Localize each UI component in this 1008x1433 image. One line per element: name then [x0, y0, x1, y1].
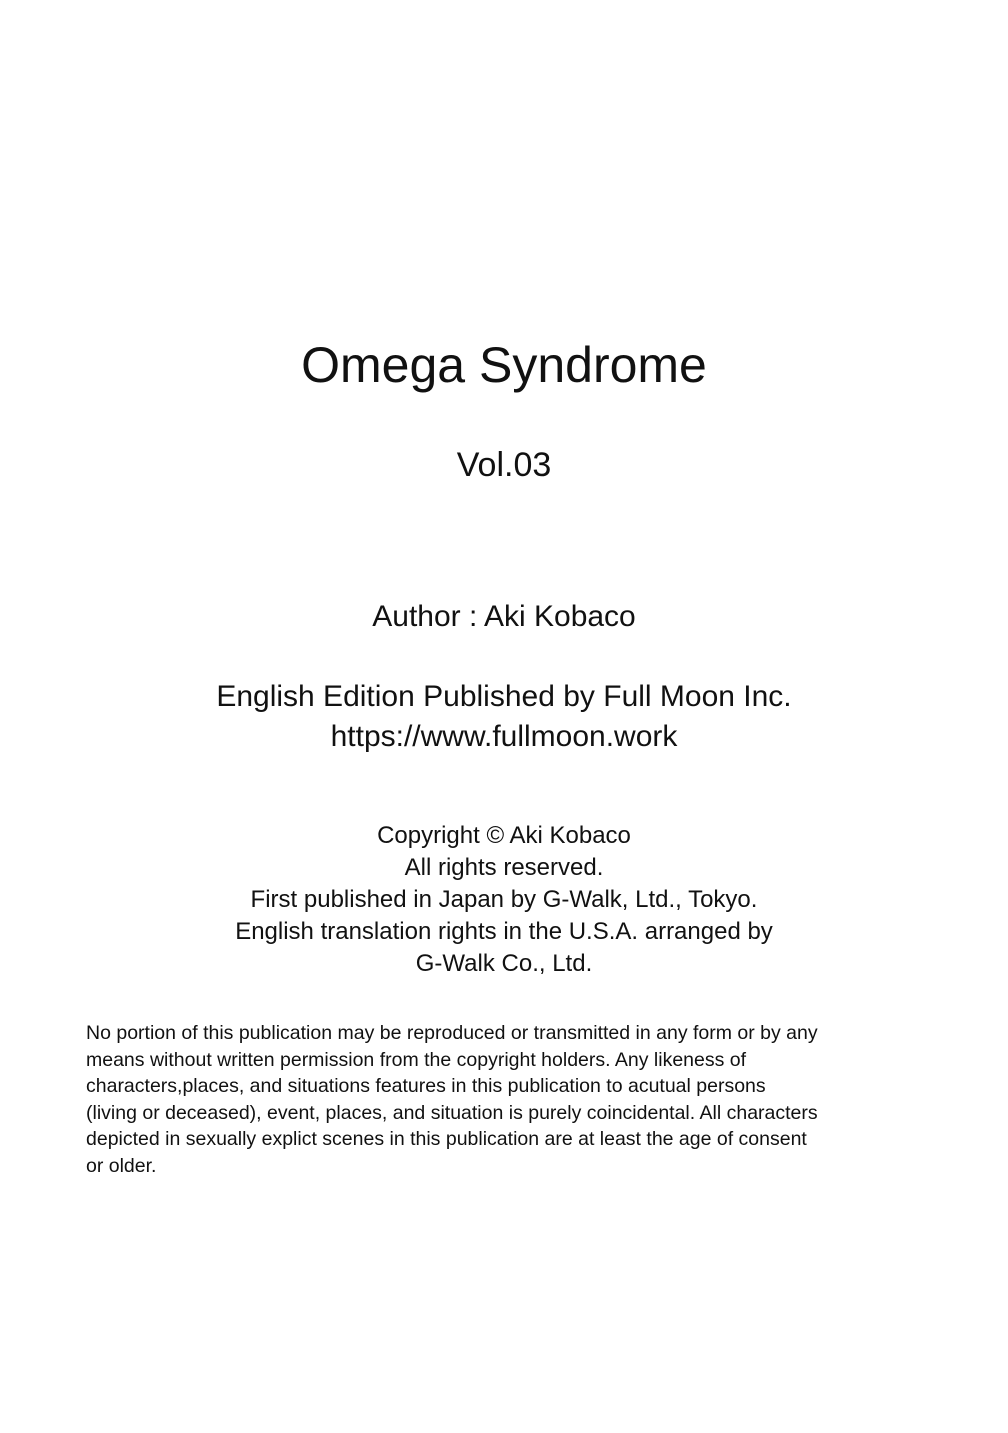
copyright-line: English translation rights in the U.S.A. arranged by: [235, 918, 773, 945]
legal-disclaimer: [86, 1020, 936, 1179]
copyright-line: First published in Japan by G-Walk, Ltd., Tokyo.: [250, 886, 758, 913]
copyright-line: All rights reserved.: [404, 854, 604, 881]
disclaimer-line: means without written permission from the copyright holders. Any likeness of: [86, 1048, 747, 1071]
copyright-line: G-Walk Co., Ltd.: [415, 950, 593, 977]
author-credit: Author : Aki Kobaco: [372, 600, 636, 633]
disclaimer-line: (living or deceased), event, places, and situation is purely coincidental. All characters: [86, 1101, 818, 1124]
disclaimer-line: No portion of this publication may be reproduced or transmitted in any form or by any: [86, 1022, 818, 1044]
book-title: Omega Syndrome: [301, 337, 707, 393]
publisher-credit: English Edition Published by Full Moon Inc.: [216, 680, 792, 713]
copyright-notice: [0, 820, 1008, 980]
disclaimer-line: depicted in sexually explict scenes in this publication are at least the age of consent: [86, 1128, 807, 1150]
copyright-line: Copyright © Aki Kobaco: [377, 822, 631, 849]
publisher-url: https://www.fullmoon.work: [330, 720, 678, 753]
disclaimer-line: characters,places, and situations features in this publication to acutual persons: [86, 1075, 766, 1097]
disclaimer-line: or older.: [86, 1154, 157, 1177]
volume-number: Vol.03: [456, 446, 552, 484]
